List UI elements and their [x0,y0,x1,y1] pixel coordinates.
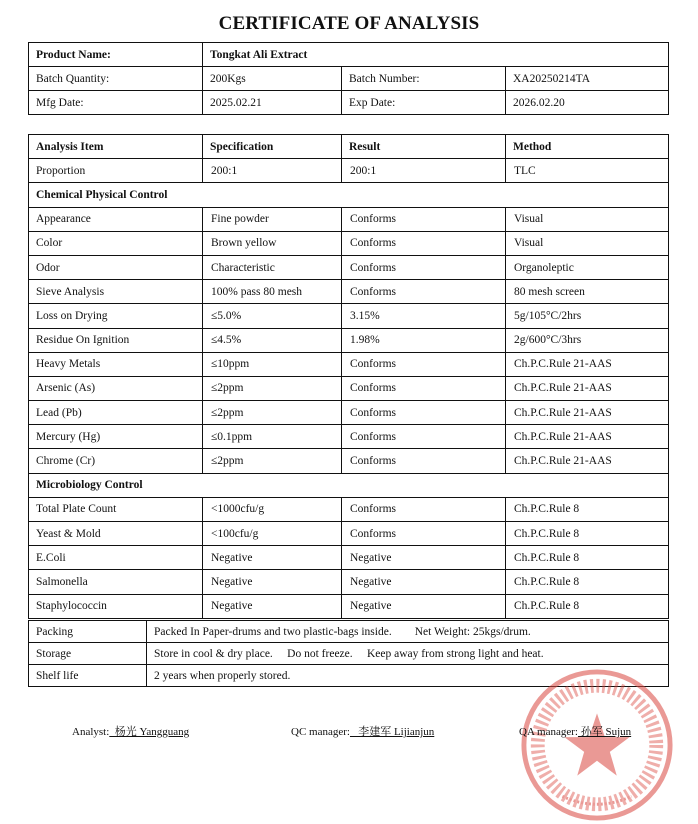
method-cell: Visual [506,207,669,231]
spec-cell: Negative [203,570,342,594]
item-cell: Loss on Drying [29,304,203,328]
method-cell: Ch.P.C.Rule 8 [506,594,669,618]
table-row [29,376,669,400]
item-cell: Heavy Metals [29,352,203,376]
spec-cell: ≤2ppm [203,401,342,425]
column-header: Result [342,135,506,159]
page-title: CERTIFICATE OF ANALYSIS [218,13,480,34]
result-cell: 3.15% [342,304,506,328]
item-cell: Chrome (Cr) [29,449,203,473]
storage-row [29,643,669,665]
result-cell: Negative [342,594,506,618]
result-cell: Conforms [342,497,506,521]
item-cell: Appearance [29,207,203,231]
result-cell: Conforms [342,352,506,376]
product-name-row [29,43,669,67]
section-heading-microbiology: Microbiology Control [29,473,669,497]
item-cell: Lead (Pb) [29,401,203,425]
exp-date-value: 2026.02.20 [506,91,669,115]
analyst-label: Analyst: [72,726,110,738]
method-cell: TLC [506,159,669,183]
analyst-name: 杨光 Yangguang [109,726,190,738]
table-row [29,328,669,352]
table-row [29,280,669,304]
method-cell: Ch.P.C.Rule 21-AAS [506,449,669,473]
method-cell: Ch.P.C.Rule 21-AAS [506,376,669,400]
qa-manager-signature [519,723,631,739]
packing-label: Packing [29,621,147,643]
storage-value: Store in cool & dry place. Do not freeze. Keep away from strong light and heat. [147,643,669,665]
item-cell: Staphylococcin [29,594,203,618]
microbiology-rows [29,497,669,618]
result-cell: Conforms [342,449,506,473]
mfg-date-value: 2025.02.21 [203,91,342,115]
result-cell: Conforms [342,522,506,546]
method-cell: 5g/105°C/2hrs [506,304,669,328]
result-cell: Conforms [342,401,506,425]
batch-quantity-value: 200Kgs [203,67,342,91]
qa-manager-name: 孙军 Sujun [577,726,632,738]
result-cell: Negative [342,546,506,570]
item-cell: Odor [29,255,203,279]
method-cell: 80 mesh screen [506,280,669,304]
qc-manager-label: QC manager: [291,726,350,738]
table-row [29,546,669,570]
method-cell: Visual [506,231,669,255]
product-name-label: Product Name: [29,43,203,67]
section-row [29,473,669,497]
item-cell: Residue On Ignition [29,328,203,352]
spec-cell: Negative [203,594,342,618]
method-cell: Ch.P.C.Rule 8 [506,546,669,570]
spec-cell: 200:1 [203,159,342,183]
method-cell: Ch.P.C.Rule 21-AAS [506,425,669,449]
method-cell: Ch.P.C.Rule 8 [506,570,669,594]
table-row [29,352,669,376]
spec-cell: Negative [203,546,342,570]
method-cell: Ch.P.C.Rule 8 [506,522,669,546]
item-cell: E.Coli [29,546,203,570]
spec-cell: ≤2ppm [203,376,342,400]
column-header: Analysis Item [29,135,203,159]
spec-cell: ≤0.1ppm [203,425,342,449]
item-cell: Mercury (Hg) [29,425,203,449]
qc-manager-name: 李建军 Lijianjun [349,726,435,738]
section-row [29,183,669,207]
spec-cell: 100% pass 80 mesh [203,280,342,304]
result-cell: Conforms [342,255,506,279]
table-row [29,304,669,328]
spec-cell: <100cfu/g [203,522,342,546]
item-cell: Color [29,231,203,255]
item-cell: Yeast & Mold [29,522,203,546]
analysis-header-row [29,135,669,159]
result-cell: Conforms [342,280,506,304]
shelf-life-label: Shelf life [29,665,147,687]
exp-date-label: Exp Date: [342,91,506,115]
result-cell: 200:1 [342,159,506,183]
batch-number-label: Batch Number: [342,67,506,91]
analyst-signature [72,723,189,739]
batch-row [29,67,669,91]
batch-number-value: XA20250214TA [506,67,669,91]
table-row [29,425,669,449]
table-row [29,594,669,618]
analysis-table [28,134,669,619]
product-info-table [28,42,669,115]
method-cell: Ch.P.C.Rule 21-AAS [506,401,669,425]
packing-value: Packed In Paper-drums and two plastic-bags inside. Net Weight: 25kgs/drum. [147,621,669,643]
qa-manager-label: QA manager: [519,726,578,738]
table-row [29,159,669,183]
spec-cell: <1000cfu/g [203,497,342,521]
table-row [29,207,669,231]
spec-cell: ≤4.5% [203,328,342,352]
table-row [29,522,669,546]
spec-cell: ≤2ppm [203,449,342,473]
result-cell: Conforms [342,231,506,255]
spec-cell: ≤10ppm [203,352,342,376]
result-cell: 1.98% [342,328,506,352]
item-cell: Proportion [29,159,203,183]
shelf-life-value: 2 years when properly stored. [147,665,669,687]
spec-cell: Characteristic [203,255,342,279]
mfg-date-label: Mfg Date: [29,91,203,115]
table-row [29,255,669,279]
item-cell: Arsenic (As) [29,376,203,400]
packing-row [29,621,669,643]
table-row [29,449,669,473]
column-header: Method [506,135,669,159]
table-row [29,570,669,594]
table-row [29,231,669,255]
method-cell: Ch.P.C.Rule 21-AAS [506,352,669,376]
result-cell: Conforms [342,425,506,449]
batch-quantity-label: Batch Quantity: [29,67,203,91]
table-row [29,497,669,521]
method-cell: 2g/600°C/3hrs [506,328,669,352]
spec-cell: Fine powder [203,207,342,231]
table-row [29,401,669,425]
storage-label: Storage [29,643,147,665]
spec-cell: ≤5.0% [203,304,342,328]
spec-cell: Brown yellow [203,231,342,255]
column-header: Specification [203,135,342,159]
item-cell: Total Plate Count [29,497,203,521]
result-cell: Conforms [342,376,506,400]
product-name-value: Tongkat Ali Extract [203,43,669,67]
company-seal-stamp-icon [518,666,676,824]
item-cell: Sieve Analysis [29,280,203,304]
section-heading-chemical: Chemical Physical Control [29,183,669,207]
method-cell: Organoleptic [506,255,669,279]
result-cell: Conforms [342,207,506,231]
result-cell: Negative [342,570,506,594]
date-row [29,91,669,115]
item-cell: Salmonella [29,570,203,594]
qc-manager-signature [291,723,434,739]
method-cell: Ch.P.C.Rule 8 [506,497,669,521]
chemical-rows [29,207,669,473]
